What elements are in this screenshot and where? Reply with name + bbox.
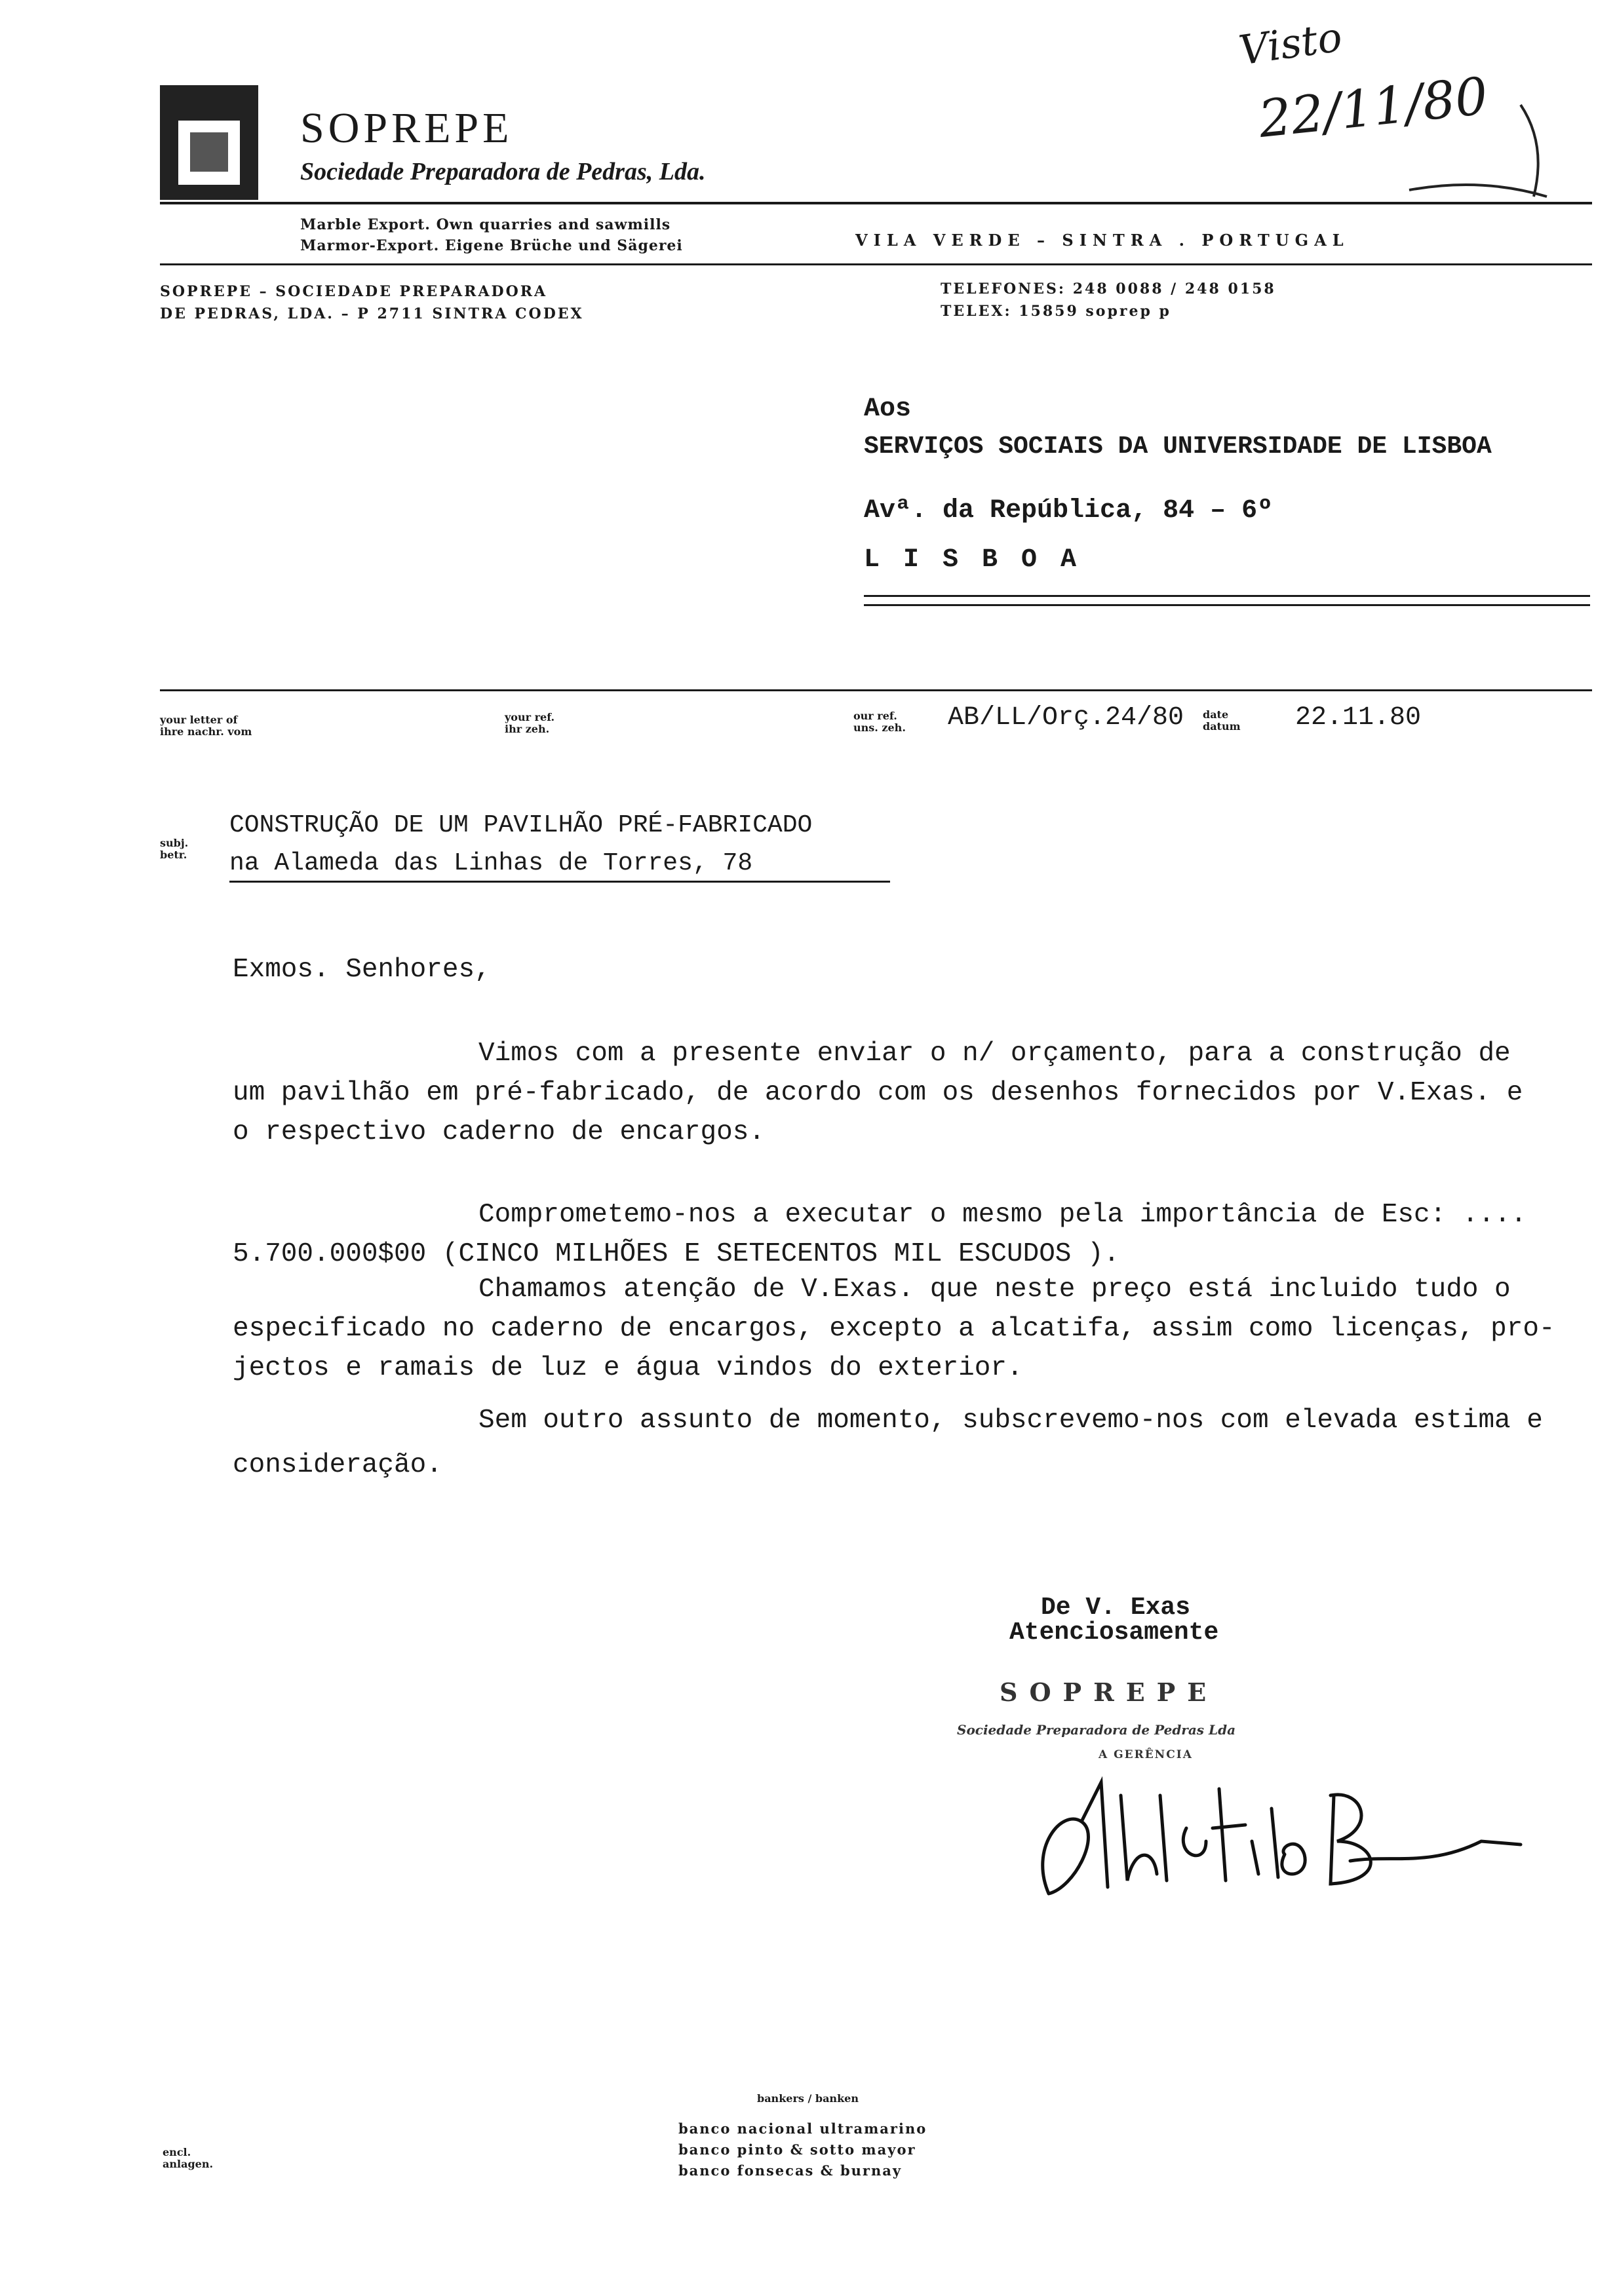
our-ref-value: AB/LL/Orç.24/80 xyxy=(948,703,1184,733)
subject-line-1: CONSTRUÇÃO DE UM PAVILHÃO PRÉ-FABRICADO xyxy=(229,811,813,839)
sender-line-1: SOPREPE – SOCIEDADE PREPARADORA xyxy=(160,283,548,300)
telex-number: TELEX: 15859 soprep p xyxy=(941,303,1171,320)
header-rule-1 xyxy=(160,202,1592,204)
bank-1: banco nacional ultramarino xyxy=(678,2120,927,2137)
handwritten-signature xyxy=(1022,1769,1534,1913)
salutation: Exmos. Senhores, xyxy=(233,955,491,985)
company-logo xyxy=(160,85,258,200)
header-rule-2 xyxy=(160,263,1592,265)
recipient-line-1: Aos xyxy=(864,394,912,424)
subject-line-2: na Alameda das Linhas de Torres, 78 xyxy=(229,849,753,877)
paragraph-3-line-1: Chamamos atenção de V.Exas. que neste preço está incluido tudo o xyxy=(478,1274,1511,1305)
company-subtitle: Sociedade Preparadora de Pedras, Lda. xyxy=(300,158,706,185)
date-label: date datum xyxy=(1203,708,1241,733)
paragraph-2-line-1: Comprometemo-nos a executar o mesmo pela importância de Esc: .... xyxy=(478,1200,1527,1230)
paragraph-3-line-3: jectos e ramais de luz e água vindos do exterior. xyxy=(233,1353,1023,1383)
your-ref-label: your ref. ihr zeh. xyxy=(505,711,555,735)
sender-line-2: DE PEDRAS, LDA. – P 2711 SINTRA CODEX xyxy=(160,305,584,322)
subject-label: subj. betr. xyxy=(160,837,189,861)
your-letter-label: your letter of ihre nachr. vom xyxy=(160,714,252,738)
address-rule-1 xyxy=(864,595,1590,597)
closing-line-1: De V. Exas xyxy=(1041,1594,1191,1622)
stamp-role: A GERÊNCIA xyxy=(1099,1748,1193,1761)
bankers-label: bankers / banken xyxy=(757,2092,859,2105)
subject-underline xyxy=(229,881,890,883)
handwritten-note-visto: Visto xyxy=(1236,12,1345,75)
handwritten-flourish xyxy=(1403,98,1553,203)
handwritten-note-date: 22/11/80 xyxy=(1256,66,1491,150)
paragraph-4-line-2: consideração. xyxy=(233,1450,442,1480)
paragraph-2-line-2: 5.700.000$00 (CINCO MILHÕES E SETECENTOS MIL ESCUDOS ). xyxy=(233,1239,1120,1269)
paragraph-1-line-3: o respectivo caderno de encargos. xyxy=(233,1117,765,1147)
paragraph-4-line-1: Sem outro assunto de momento, subscrevemo-nos com elevada estima e xyxy=(478,1406,1543,1436)
phone-numbers: TELEFONES: 248 0088 / 248 0158 xyxy=(941,280,1276,297)
bank-3: banco fonsecas & burnay xyxy=(678,2162,903,2179)
paragraph-3-line-2: especificado no caderno de encargos, excepto a alcatifa, assim como licenças, pro- xyxy=(233,1314,1555,1344)
address-rule-2 xyxy=(864,604,1590,606)
company-location: VILA VERDE – SINTRA . PORTUGAL xyxy=(855,231,1350,250)
recipient-line-4: L I S B O A xyxy=(864,545,1081,575)
our-ref-label: our ref. uns. zeh. xyxy=(853,710,906,734)
stamp-company: SOPREPE xyxy=(1000,1677,1218,1707)
bank-2: banco pinto & sotto mayor xyxy=(678,2141,916,2158)
paragraph-1-line-2: um pavilhão em pré-fabricado, de acordo com os desenhos fornecidos por V.Exas. e xyxy=(233,1078,1523,1108)
refs-rule xyxy=(160,689,1592,691)
closing-line-2: Atenciosamente xyxy=(1009,1618,1219,1647)
enclosure-label: encl. anlagen. xyxy=(163,2146,214,2170)
tagline-de: Marmor-Export. Eigene Brüche und Sägerei xyxy=(300,237,683,254)
stamp-subtitle: Sociedade Preparadora de Pedras Lda xyxy=(957,1722,1236,1738)
company-name: SOPREPE xyxy=(300,104,513,152)
recipient-line-3: Avª. da República, 84 – 6º xyxy=(864,496,1274,526)
paragraph-1-line-1: Vimos com a presente enviar o n/ orçamento, para a construção de xyxy=(478,1039,1511,1069)
tagline-en: Marble Export. Own quarries and sawmills xyxy=(300,216,671,233)
date-value: 22.11.80 xyxy=(1295,703,1422,733)
recipient-line-2: SERVIÇOS SOCIAIS DA UNIVERSIDADE DE LISBOA xyxy=(864,432,1492,461)
